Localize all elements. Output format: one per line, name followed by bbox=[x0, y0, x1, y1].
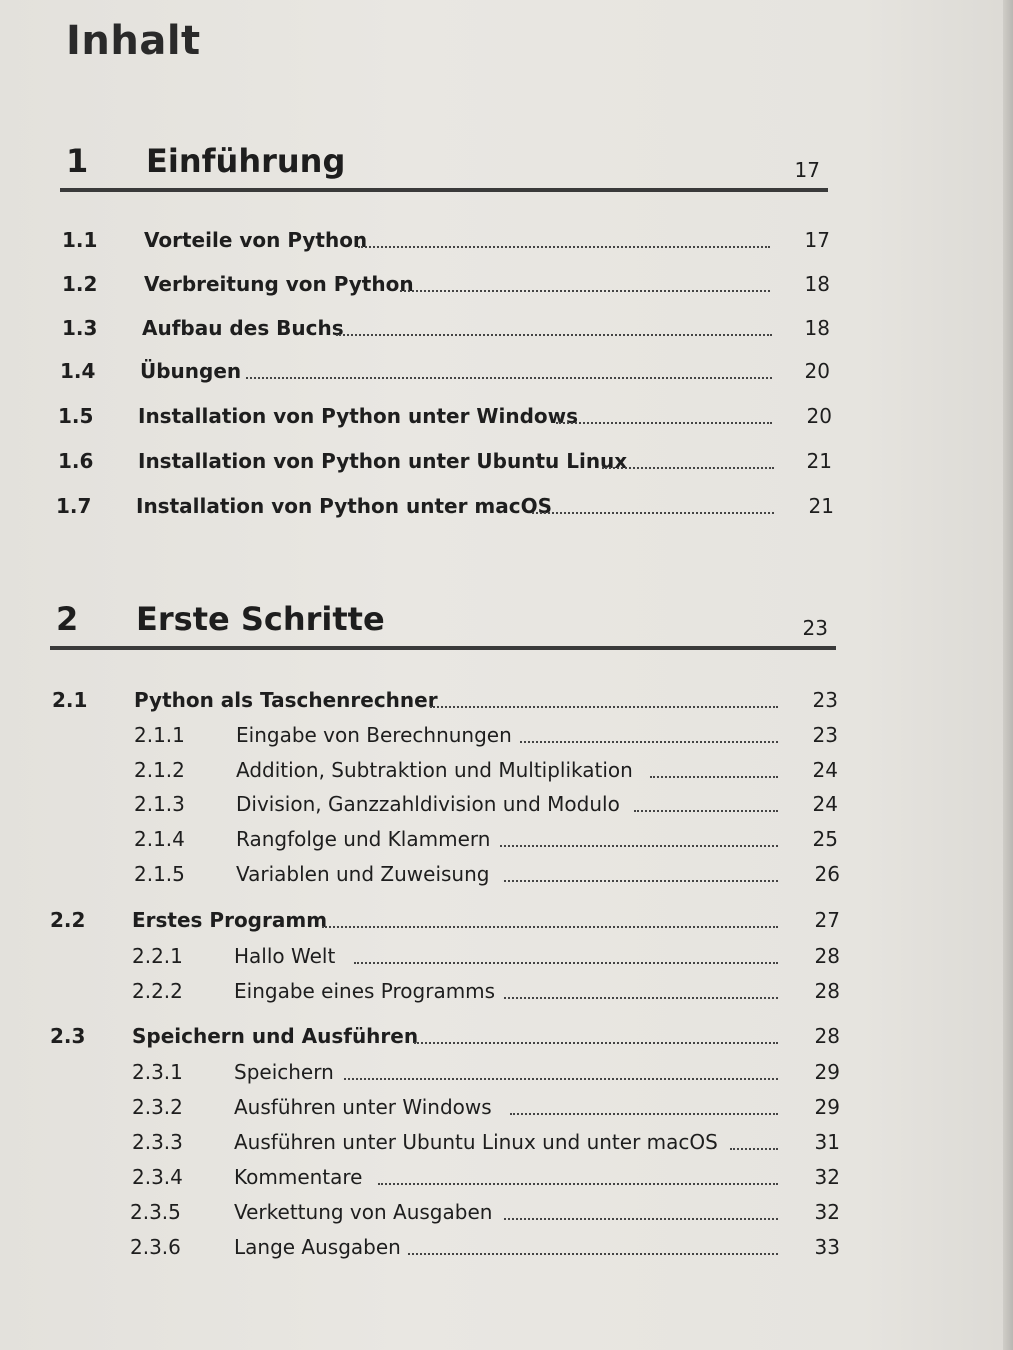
dot-leader bbox=[358, 246, 770, 248]
section-label: Aufbau des Buchs bbox=[142, 316, 344, 340]
section-label: Erstes Programm bbox=[132, 908, 328, 932]
subsection-label: Ausführen unter Windows bbox=[234, 1095, 492, 1119]
subsection-number: 2.2.2 bbox=[132, 979, 183, 1003]
section-label: Übungen bbox=[140, 359, 242, 383]
toc-subsection bbox=[132, 1128, 840, 1156]
section-number: 1.6 bbox=[58, 449, 94, 473]
subsection-label: Ausführen unter Ubuntu Linux und unter macOS bbox=[234, 1130, 718, 1154]
section-label: Python als Taschenrechner bbox=[134, 688, 438, 712]
subsection-page: 25 bbox=[812, 827, 838, 851]
subsection-page: 26 bbox=[814, 862, 840, 886]
dot-leader bbox=[602, 467, 774, 469]
toc-section bbox=[50, 906, 840, 934]
toc-subsection bbox=[134, 790, 838, 818]
subsection-page: 33 bbox=[814, 1235, 840, 1259]
toc-section bbox=[62, 226, 830, 254]
section-number: 1.7 bbox=[56, 494, 92, 518]
subsection-label: Variablen und Zuweisung bbox=[236, 862, 490, 886]
dot-leader bbox=[650, 776, 778, 778]
chapter-title: Erste Schritte bbox=[136, 600, 385, 638]
subsection-label: Kommentare bbox=[234, 1165, 363, 1189]
chapter-page: 23 bbox=[802, 616, 828, 640]
toc-section bbox=[60, 357, 830, 385]
subsection-number: 2.1.1 bbox=[134, 723, 185, 747]
toc-section bbox=[50, 1022, 840, 1050]
chapter-heading bbox=[60, 142, 828, 192]
section-number: 1.3 bbox=[62, 316, 98, 340]
section-label: Verbreitung von Python bbox=[144, 272, 414, 296]
section-number: 1.2 bbox=[62, 272, 98, 296]
subsection-page: 28 bbox=[814, 979, 840, 1003]
dot-leader bbox=[634, 810, 778, 812]
subsection-number: 2.1.3 bbox=[134, 792, 185, 816]
dot-leader bbox=[504, 1218, 778, 1220]
dot-leader bbox=[504, 997, 778, 999]
subsection-number: 2.3.5 bbox=[130, 1200, 181, 1224]
chapter-number: 1 bbox=[66, 142, 89, 180]
dot-leader bbox=[414, 1042, 778, 1044]
section-label: Installation von Python unter macOS bbox=[136, 494, 553, 518]
section-page: 27 bbox=[814, 908, 840, 932]
subsection-page: 24 bbox=[812, 758, 838, 782]
section-page: 21 bbox=[808, 494, 834, 518]
toc-section bbox=[62, 270, 830, 298]
section-label: Installation von Python unter Ubuntu Linux bbox=[138, 449, 628, 473]
dot-leader bbox=[730, 1148, 778, 1150]
toc-section bbox=[62, 314, 830, 342]
section-number: 2.1 bbox=[52, 688, 88, 712]
toc-subsection bbox=[132, 1163, 840, 1191]
section-page: 17 bbox=[804, 228, 830, 252]
toc-section bbox=[58, 402, 832, 430]
toc-section bbox=[58, 447, 832, 475]
dot-leader bbox=[532, 512, 774, 514]
section-page: 18 bbox=[804, 272, 830, 296]
subsection-label: Addition, Subtraktion und Multiplikation bbox=[236, 758, 633, 782]
chapter-title: Einführung bbox=[146, 142, 346, 180]
subsection-number: 2.1.2 bbox=[134, 758, 185, 782]
dot-leader bbox=[504, 880, 778, 882]
toc-subsection bbox=[130, 1233, 840, 1261]
section-number: 1.5 bbox=[58, 404, 94, 428]
subsection-label: Eingabe von Berechnungen bbox=[236, 723, 512, 747]
subsection-page: 24 bbox=[812, 792, 838, 816]
subsection-label: Verkettung von Ausgaben bbox=[234, 1200, 493, 1224]
subsection-label: Division, Ganzzahldivision und Modulo bbox=[236, 792, 620, 816]
section-page: 23 bbox=[812, 688, 838, 712]
dot-leader bbox=[520, 741, 778, 743]
toc-section bbox=[52, 686, 838, 714]
section-page: 21 bbox=[806, 449, 832, 473]
toc-subsection bbox=[132, 977, 840, 1005]
dot-leader bbox=[322, 926, 778, 928]
toc-subsection bbox=[134, 860, 840, 888]
dot-leader bbox=[510, 1113, 778, 1115]
chapter-page: 17 bbox=[794, 158, 820, 182]
subsection-number: 2.1.4 bbox=[134, 827, 185, 851]
section-page: 28 bbox=[814, 1024, 840, 1048]
subsection-page: 32 bbox=[814, 1165, 840, 1189]
section-number: 1.4 bbox=[60, 359, 96, 383]
subsection-label: Rangfolge und Klammern bbox=[236, 827, 491, 851]
subsection-label: Speichern bbox=[234, 1060, 334, 1084]
subsection-label: Lange Ausgaben bbox=[234, 1235, 401, 1259]
subsection-page: 31 bbox=[814, 1130, 840, 1154]
dot-leader bbox=[430, 706, 778, 708]
dot-leader bbox=[246, 377, 772, 379]
chapter-number: 2 bbox=[56, 600, 79, 638]
toc-subsection bbox=[134, 721, 838, 749]
toc-subsection bbox=[130, 1198, 840, 1226]
subsection-number: 2.3.2 bbox=[132, 1095, 183, 1119]
dot-leader bbox=[556, 422, 772, 424]
subsection-page: 23 bbox=[812, 723, 838, 747]
dot-leader bbox=[344, 1078, 778, 1080]
dot-leader bbox=[336, 334, 772, 336]
section-label: Speichern und Ausführen bbox=[132, 1024, 419, 1048]
subsection-page: 32 bbox=[814, 1200, 840, 1224]
page-title: Inhalt bbox=[66, 18, 201, 64]
toc-subsection bbox=[132, 1093, 840, 1121]
section-number: 2.2 bbox=[50, 908, 86, 932]
subsection-label: Hallo Welt bbox=[234, 944, 336, 968]
section-number: 1.1 bbox=[62, 228, 98, 252]
subsection-number: 2.3.3 bbox=[132, 1130, 183, 1154]
section-page: 20 bbox=[806, 404, 832, 428]
dot-leader bbox=[408, 1253, 778, 1255]
toc-subsection bbox=[132, 942, 840, 970]
dot-leader bbox=[500, 845, 778, 847]
section-label: Vorteile von Python bbox=[144, 228, 368, 252]
section-page: 20 bbox=[804, 359, 830, 383]
chapter-heading bbox=[50, 600, 836, 650]
subsection-number: 2.3.4 bbox=[132, 1165, 183, 1189]
subsection-number: 2.2.1 bbox=[132, 944, 183, 968]
subsection-page: 29 bbox=[814, 1095, 840, 1119]
toc-section bbox=[56, 492, 834, 520]
subsection-page: 28 bbox=[814, 944, 840, 968]
section-number: 2.3 bbox=[50, 1024, 86, 1048]
dot-leader bbox=[354, 962, 778, 964]
subsection-page: 29 bbox=[814, 1060, 840, 1084]
toc-subsection bbox=[132, 1058, 840, 1086]
toc-subsection bbox=[134, 825, 838, 853]
section-page: 18 bbox=[804, 316, 830, 340]
subsection-number: 2.3.6 bbox=[130, 1235, 181, 1259]
subsection-number: 2.3.1 bbox=[132, 1060, 183, 1084]
section-label: Installation von Python unter Windows bbox=[138, 404, 579, 428]
toc-subsection bbox=[134, 756, 838, 784]
subsection-number: 2.1.5 bbox=[134, 862, 185, 886]
page-edge-shadow bbox=[1003, 0, 1013, 1350]
dot-leader bbox=[378, 1183, 778, 1185]
subsection-label: Eingabe eines Programms bbox=[234, 979, 496, 1003]
dot-leader bbox=[400, 290, 770, 292]
